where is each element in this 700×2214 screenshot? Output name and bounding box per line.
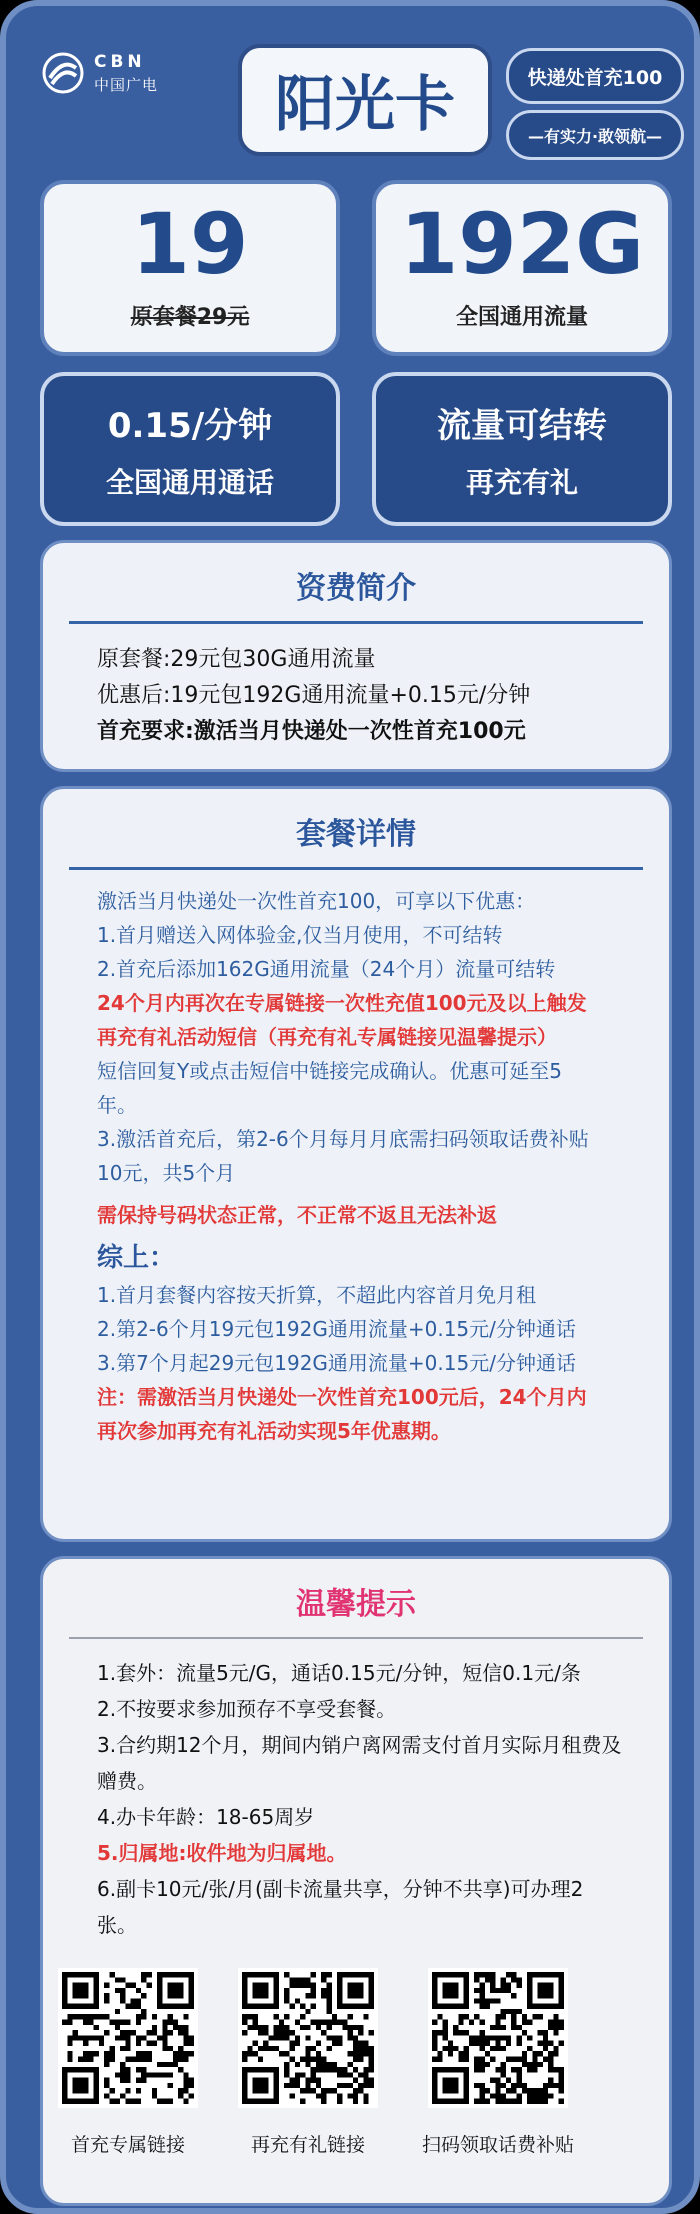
subsidy-qr[interactable]	[428, 1968, 568, 2108]
original-price: 原套餐29元	[130, 305, 250, 330]
calls-note: 全国通用通话	[105, 466, 274, 499]
qr-label: 扫码领取话费补贴	[421, 2134, 574, 2156]
data-value: 192G	[399, 195, 645, 293]
details-line: 3.激活首充后，第2-6个月每月月底需扫码领取话费补贴	[97, 1127, 589, 1151]
qr-code-icon	[62, 1972, 194, 2104]
cbn-logo-icon	[42, 52, 84, 94]
details-line: 再充有礼活动短信（再充有礼专属链接见温馨提示）	[97, 1025, 557, 1049]
data-card	[372, 180, 672, 356]
summary-line: 1.首月套餐内容按天折算，不超此内容首月免月租	[97, 1283, 537, 1307]
fees-line: 优惠后:19元包192G通用流量+0.15元/分钟	[97, 683, 531, 708]
details-line: 年。	[97, 1093, 137, 1117]
details-line: 1.首月赠送入网体验金,仅当月使用，不可结转	[97, 923, 503, 947]
tips-section	[40, 1556, 672, 2206]
summary-line: 2.第2-6个月19元包192G通用流量+0.15元/分钟通话	[97, 1317, 576, 1341]
details-line: 10元，共5个月	[97, 1161, 236, 1185]
summary-line: 3.第7个月起29元包192G通用流量+0.15元/分钟通话	[97, 1351, 576, 1375]
details-title: 套餐详情	[296, 817, 416, 852]
rollover-card	[372, 372, 672, 526]
tips-line: 赠费。	[97, 1769, 157, 1793]
calls-rate: 0.15/分钟	[107, 406, 273, 446]
logo-name: 中国广电	[94, 76, 159, 94]
tips-title: 温馨提示	[296, 1587, 416, 1622]
details-list	[43, 870, 669, 1448]
price-card	[40, 180, 340, 356]
qr-label: 首充专属链接	[70, 2134, 185, 2156]
tips-line: 4.办卡年龄：18-65周岁	[97, 1805, 315, 1829]
details-section	[40, 786, 672, 1542]
details-line: 24个月内再次在专属链接一次性充值100元及以上触发	[97, 991, 587, 1015]
qr-label: 再充有礼链接	[250, 2134, 365, 2156]
first-recharge-badge: 快递处首充100	[506, 48, 684, 104]
tips-line: 1.套外：流量5元/G，通话0.15元/分钟，短信0.1元/条	[97, 1661, 581, 1685]
rollover-note: 再充有礼	[465, 466, 578, 499]
summary-title: 综上：	[97, 1243, 176, 1273]
calls-card	[40, 372, 340, 526]
data-note: 全国通用流量	[455, 305, 588, 330]
fees-line: 原套餐:29元包30G通用流量	[97, 647, 376, 672]
tips-line: 6.副卡10元/张/月(副卡流量共享，分钟不共享)可办理2	[97, 1877, 584, 1901]
fees-section	[40, 540, 672, 772]
summary-line: 注：需激活当月快递处一次性首充100元后，24个月内	[97, 1385, 587, 1409]
summary-line: 再次参加再充有礼活动实现5年优惠期。	[97, 1419, 451, 1443]
cbn-logo	[42, 48, 182, 100]
qr-code-icon	[432, 1972, 564, 2104]
details-line: 激活当月快递处一次性首充100，可享以下优惠：	[97, 889, 536, 913]
slogan-badge: —有实力·敢领航—	[506, 110, 684, 160]
logo-brand: CBN	[94, 52, 146, 72]
qr-code-icon	[242, 1972, 374, 2104]
recharge-gift-qr[interactable]	[238, 1968, 378, 2108]
tips-line: 5.归属地:收件地为归属地。	[97, 1841, 347, 1865]
tips-line: 2.不按要求参加预存不享受套餐。	[97, 1697, 397, 1721]
price-value: 19	[131, 195, 249, 293]
rollover-title: 流量可结转	[437, 406, 607, 446]
fees-line: 首充要求:激活当月快递处一次性首充100元	[97, 719, 526, 744]
tips-list	[43, 1639, 669, 1943]
details-line: 2.首充后添加162G通用流量（24个月）流量可结转	[97, 957, 556, 981]
tips-line: 张。	[97, 1913, 137, 1937]
details-line: 短信回复Y或点击短信中链接完成确认。优惠可延至5	[97, 1059, 562, 1083]
fees-list	[43, 624, 669, 750]
tips-line: 3.合约期12个月，期间内销户离网需支付首月实际月租费及	[97, 1733, 622, 1757]
card-title: 阳光卡	[238, 44, 492, 156]
first-recharge-qr[interactable]	[58, 1968, 198, 2108]
details-line: 需保持号码状态正常，不正常不返且无法补返	[97, 1203, 497, 1227]
fees-title: 资费简介	[296, 571, 416, 606]
